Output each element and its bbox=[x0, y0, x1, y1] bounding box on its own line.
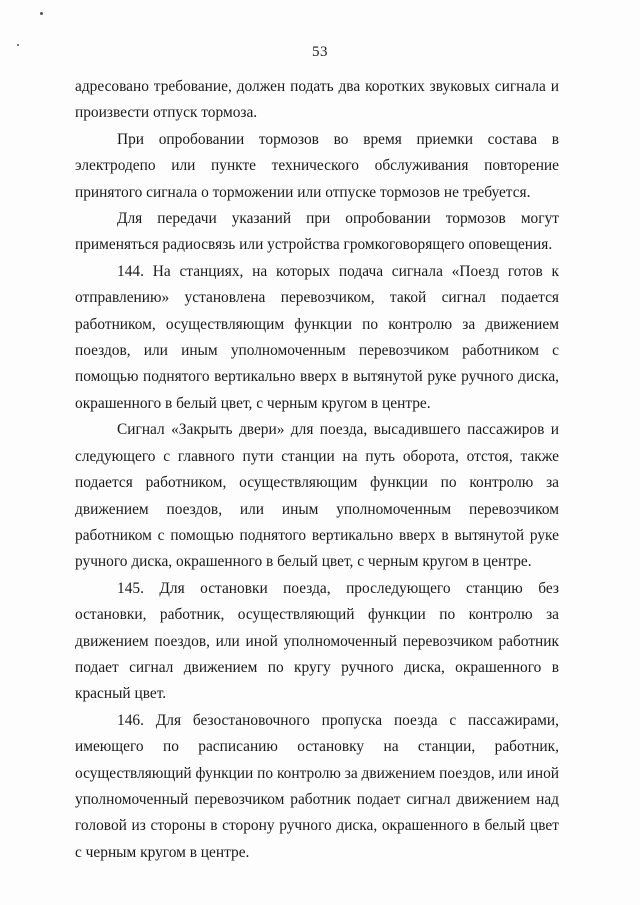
paragraph: 145. Для остановки поезда, проследующего станцию без остановки, работник, осуществляющий функции по контролю за движением поездов, или иной уполномоченный перевозчиком работник подает сигнал движением по кругу ручного диска, окрашенного в красный цвет. bbox=[75, 579, 559, 703]
paragraph: 144. На станциях, на которых подача сигнала «Поезд готов к отправлению» установлена перевозчиком, такой сигнал подается работником, осуществляющим функции по контролю за движением поездов, или иным уполномоченным перевозчиком работником с помощью поднятого вертикально вверх в вытянутой руке ручного диска, окрашенного в белый цвет, с черным кругом в центре. bbox=[75, 262, 559, 412]
scan-speck bbox=[40, 12, 43, 15]
paragraph: Сигнал «Закрыть двери» для поезда, высадившего пассажиров и следующего с главного пути станции на путь оборота, отстоя, также подается работником, осуществляющим функции по контролю за движением поездов, или иным уполномоченным перевозчиком работником с помощью поднятого вертикально вверх в вытянутой руке ручного диска, окрашенного в белый цвет, с черным кругом в центре. bbox=[75, 421, 559, 571]
paragraph: 146. Для безостановочного пропуска поезда с пассажирами, имеющего по расписанию остановку на станции, работник, осуществляющий функции по контролю за движением поездов, или иной уполномоченный перевозчиком работник подает сигнал движением над головой из стороны в сторону ручного диска, окрашенного в белый цвет с черным кругом в центре. bbox=[75, 711, 559, 861]
paragraph: адресовано требование, должен подать два коротких звуковых сигнала и произвести отпуск тормоза. bbox=[75, 78, 559, 122]
page-number: 53 bbox=[312, 44, 328, 60]
paragraph: Для передачи указаний при опробовании тормозов могут применяться радиосвязь или устройства громкоговорящего оповещения. bbox=[75, 210, 559, 254]
paragraph: При опробовании тормозов во время приемки состава в электродепо или пункте технического обслуживания повторение принятого сигнала о торможении или отпуске тормозов не требуется. bbox=[75, 130, 559, 201]
body-text bbox=[75, 74, 559, 866]
